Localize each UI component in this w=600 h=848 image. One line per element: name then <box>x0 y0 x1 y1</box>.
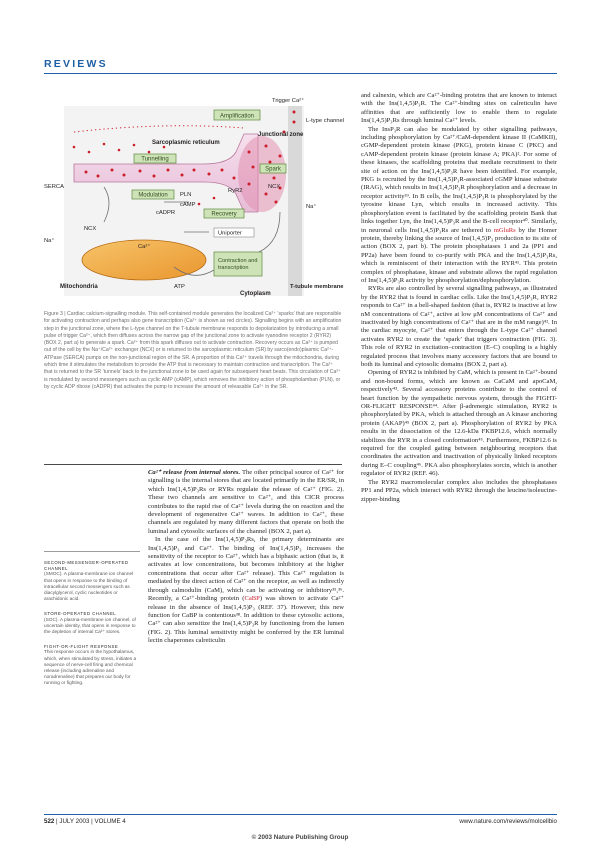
spark-label: Spark <box>265 166 281 173</box>
right-paragraph-4: Opening of RYR2 is inhibited by CaM, which is present in Ca²⁺-bound and non-bound forms, which are known as CaCaM and apoCaM, respectively⁴³. Several accessory proteins contribute to the control of heart function by the sympathetic nervous system, through the FIGHT-OR-FLIGHT RESPONSE⁴⁴. After β-adrenergic stimulation, RYR2 is phosphorylated by PKA, which is attached through an A kinase anchoring protein (AKAP)⁴⁵ (BOX 2, part a). Phosphorylation of RYR2 by PKA results in the dissociation of the 12.6-kDa FKBP12.6, which normally stabilizes the RYR in a closed conformation⁴⁵. Furthermore, FKBP12.6 is required for the coupled gating between neighbouring receptors that coordinates the activation and inactivation of physically linked receptors during E–C coupling⁴⁶. PKA also phosphorylates sorcin, which is another regulator of RYR2 (REF. 46). <box>361 369 557 478</box>
section-heading: Ca²⁺ release from internal stores. <box>148 469 241 476</box>
glossary-def-fight-or-flight: This response occurs in the hypothalamus, which, when stimulated by stress, initiates a sequence of nerve-cell firing and chemical release (including adrenaline and noradrenaline) that prepares our body for running or fighting. <box>44 650 137 687</box>
cabp-link[interactable]: CaBP <box>244 595 260 603</box>
footer-left: 522 | JULY 2003 | VOLUME 4 <box>44 818 126 825</box>
journal-url[interactable]: www.nature.com/reviews/molcellbio <box>459 818 557 825</box>
ncx-top-label: NCX <box>268 184 281 190</box>
right-paragraph-2 <box>361 126 557 286</box>
middle-p2-rest: ) was shown to activate Ca²⁺ release in the absence of Ins(1,4,5)P₃ (REF. 37). However, this new function for CaBP is contentious³⁸. In addition to these cytosolic actions, Ca²⁺ can also sensitize the Ins(1,4,5)P₃R by functioning from the lumen (FIG. 2). This luminal sensitivity might be conferred by the ER luminal lectin chaperones calreticulin <box>148 595 344 645</box>
contraction-box <box>214 252 262 276</box>
trigger-ca-label: Trigger Ca²⁺ <box>272 98 305 104</box>
page-number: 522 <box>44 818 55 825</box>
t-tubule-label: T-tubule membrane <box>290 284 344 290</box>
mglurs-link[interactable]: mGluRs <box>493 226 516 234</box>
right-column <box>361 92 557 504</box>
middle-p2-text: In the case of the Ins(1,4,5)P₃Rs, the primary determinants are Ins(1,4,5)P₃ and Ca²⁺. The binding of Ins(1,4,5)P₃ increases the sensitivity of the receptor to Ca²⁺, which has a biphasic action (that is, it activates at low concentrations, but becomes inhibitory at the higher concentrations that occur after Ca²⁺ release). This Ca²⁺ regulation is mediated by the direct action of Ca²⁺ on the receptor, as well as indirectly through calmodulin (CaM), which can be activating or inhibitory³⁵,³⁶. Recently, a Ca²⁺-binding protein ( <box>148 536 344 603</box>
right-paragraph-5: The RYR2 macromolecular complex also includes the phosphatases PP1 and PP2a, which interact with RYR2 through the leucine/isoleucine-zipper-binding <box>361 478 557 503</box>
glossary-term-smoc: SECOND-MESSENGER-OPERATED CHANNEL <box>44 560 129 572</box>
junctional-zone-label: Junctional zone <box>258 132 304 138</box>
amplification-label: Amplification <box>219 113 255 120</box>
footer-rule <box>44 814 557 815</box>
middle-paragraph-2 <box>148 536 344 645</box>
atp-label: ATP <box>174 284 185 290</box>
glossary-separator <box>44 551 140 552</box>
header-rule <box>44 73 557 74</box>
middle-paragraph-1 <box>148 469 344 536</box>
cadpr-label: cADPR <box>156 210 176 216</box>
caption-rule <box>44 464 342 465</box>
section-header: REVIEWS <box>44 58 108 70</box>
glossary-def-smoc: (SMOC). A plasma-membrane ion channel that opens in response to the binding of intracellular second messengers such as diacylglycerol, cyclic nucleotides or arachidonic acid. <box>44 572 134 603</box>
right-p2-rest: by the Homer protein, thereby linking the source of Ins(1,4,5)P₃ production to its site of action (BOX 2, part b). The protein phosphatases 1 and 2a (PP1 and PP2a) have been found to co-purify with PKA and the Ins(1,4,5)P₃Rs, which is reminiscent of their interaction with the RYR⁴¹. This protein complex of phosphatase, kinase and substrate allows the rapid regulation of Ins(1,4,5)P₃R activity by phosphorylation/dephosphorylation. <box>361 226 557 284</box>
mitochondria-label: Mitochondria <box>60 284 98 290</box>
glossary-sidebar <box>44 545 140 688</box>
cytoplasm-label: Cytoplasm <box>240 291 271 297</box>
na-left-label: Na⁺ <box>44 238 55 244</box>
right-paragraph-3: RYRs are also controlled by several signalling pathways, as illustrated by the RYR2 that is found in cardiac cells. Like the Ins(1,4,5)P₃R, RYR2 responds to Ca²⁺ in a bell-shaped fashion (that is, RYR2 is inactive at low nM concentrations of Ca²⁺, active at low μM concentrations of Ca²⁺ and inactivated by high concentrations of Ca²⁺ that are in the mM range)⁴². In the cardiac myocyte, Ca²⁺ that enters through the L-type Ca²⁺ channel activates RYR2 to create the ‘spark’ that triggers contraction (FIG. 3). This role of RYR2 in excitation–contraction (E–C) coupling is a highly regulated process that involves many accessory factors that are bound to both its luminal and cytosolic domains (BOX 2, part a). <box>361 285 557 368</box>
pln-label: PLN <box>180 192 192 198</box>
glossary-def-soc: (SOC). A plasma-membrane ion channel, of uncertain identity, that opens in response to the depletion of internal Ca²⁺ stores. <box>44 617 136 636</box>
recovery-label: Recovery <box>211 211 237 218</box>
glossary-term-fight-or-flight: FIGHT-OR-FLIGHT RESPONSE <box>44 644 119 650</box>
copyright-notice: © 2003 Nature Publishing Group <box>251 834 349 841</box>
figure-3-diagram <box>44 92 344 302</box>
figure-caption: Figure 3 | Cardiac calcium-signalling module. This self-contained module generates the localized Ca²⁺ ‘sparks’ that are responsible for activating contraction and perhaps also gene transcription (Ca²⁺ is shown as red circles). Signalling begins with an amplification step in the junctional zone, where the L-type channel on the T-tubule membrane responds to depolarization by introducing a small pulse of trigger Ca²⁺, which then diffuses across the narrow gap of the junctional zone to activate ryanodine receptor 2 (RYR2) (BOX 2, part a) to generate a spark. Ca²⁺ from this spark diffuses out to activate contraction. Recovery occurs as Ca²⁺ is pumped out of the cell by the Na⁺/Ca²⁺ exchanger (NCX) or is returned to the sarcoplasmic reticulum (SR) by sarco(endo)plasmic Ca²⁺-ATPase (SERCA) pumps on the non-junctional region of the SR. A proportion of this Ca²⁺ travels through the mitochondria, during which time it stimulates the metabolism to provide the ATP that is necessary to maintain contraction and transcription. The Ca²⁺ that is returned to the SR ‘tunnels’ back to the junctional zone to be used again for subsequent heart beats. This circulation of Ca²⁺ is modulated by second messengers such as cyclic AMP (cAMP), which removes the inhibitory action of phospholamban (PLN), or by cyclic ADP ribose (cADPR) that activates the pump to increase the amount of releasable Ca²⁺ in the SR. <box>44 311 342 390</box>
ryr2-label: RyR2 <box>228 188 243 194</box>
glossary-term-soc: STORE-OPERATED CHANNEL <box>44 611 117 617</box>
middle-p1-text: The other principal source of Ca²⁺ for signalling is the internal stores that are located primarily in the ER/SR, in which Ins(1,4,5)P₃Rs or RYRs regulate the release of Ca²⁺ (FIG. 2). These two channels are sensitive to Ca²⁺, and this CICR process contributes to the rapid rise of Ca²⁺ levels during the on reaction and the development of regenerative Ca²⁺ waves. In addition to Ca²⁺, these channels are regulated by many different factors that operate on both the luminal and cytosolic surfaces of the channel (BOX 2, part a). <box>148 469 345 535</box>
right-paragraph-1: and calnexin, which are Ca²⁺-binding proteins that are known to interact with the Ins(1,4,5)P₃R. The Ca²⁺-binding sites on calreticulin have affinities that are sufficiently low to enable them to regulate Ins(1,4,5)P₃Rs through luminal Ca²⁺ levels. <box>361 92 557 125</box>
serca-label: SERCA <box>44 184 64 190</box>
camp-label: cAMP <box>180 202 196 208</box>
middle-column <box>148 469 344 646</box>
cardiac-module-svg <box>44 92 344 302</box>
right-p2-text: The InsP₃R can also be modulated by other signalling pathways, including phosphorylation by Ca²⁺/CaM-dependent kinase II (CaMKII), cGMP-dependent protein kinase (PKG), protein kinase C (PKC) and cAMP-dependent protein kinase (protein kinase A; PKA)². For some of these kinases, the scaffolding proteins that mediate recruitment to their site of action on the Ins(1,4,5)P₃R have been identified. For example, PKG is recruited by the Ins(1,4,5)P₃R-associated cGMP kinase substrate (IRAG), which results in Ins(1,4,5)P₃R phosphorylation and a decrease in receptor activity³⁹. In B cells, the Ins(1,4,5)P₃R is phosphorylated by the tyrosine kinase Lyn, which results in increased activity. This phosphorylation event is facilitated by the scaffolding protein Bank that links together Lyn, the Ins(1,4,5)P₃R and the B-cell receptor⁴⁰. Similarly, in neuronal cells Ins(1,4,5)P₃Rs are tethered to <box>361 125 557 234</box>
issue-info: JULY 2003 | VOLUME 4 <box>59 818 126 825</box>
modulation-label: Modulation <box>138 192 168 199</box>
l-type-channel-label: L-type channel <box>306 118 344 124</box>
uniporter-label: Uniporter <box>218 230 242 237</box>
contraction-label: Contraction and transcription <box>218 258 258 271</box>
ncx-left-label: NCX <box>84 226 97 232</box>
na-right-label: Na⁺ <box>306 204 317 210</box>
sarcoplasmic-reticulum-label: Sarcoplasmic reticulum <box>152 140 220 146</box>
ca-mito-label: Ca²⁺ <box>138 244 151 250</box>
tunnelling-label: Tunnelling <box>141 156 169 163</box>
spark-cloud <box>238 136 286 212</box>
